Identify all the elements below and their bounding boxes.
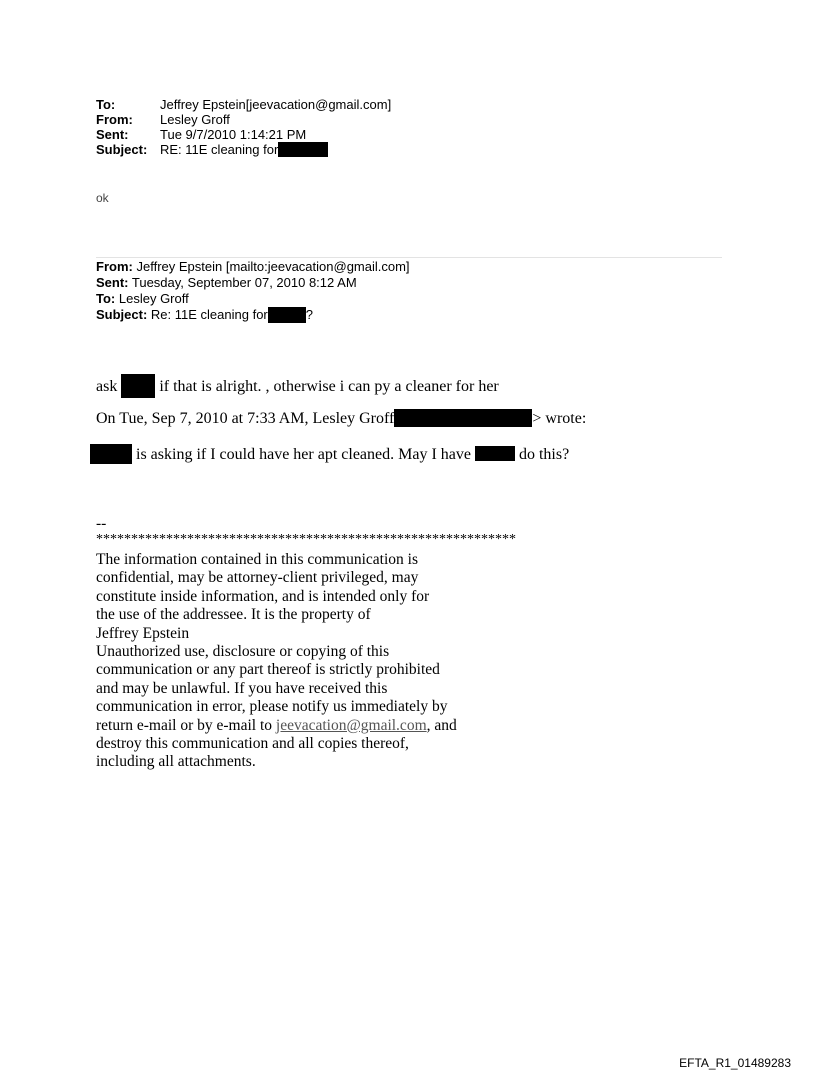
redaction-box xyxy=(394,409,532,427)
forwarded-sent: Sent: Tuesday, September 07, 2010 8:12 AM xyxy=(96,275,357,290)
disclaimer-line: communication or any part thereof is strictly prohibited xyxy=(96,661,440,679)
forwarded-subject: Subject: Re: 11E cleaning for ? xyxy=(96,307,313,322)
redaction-box xyxy=(90,444,132,464)
document-id: EFTA_R1_01489283 xyxy=(679,1056,791,1070)
email-link[interactable]: jeevacation@gmail.com xyxy=(275,716,427,734)
forwarded-to: To: Lesley Groff xyxy=(96,291,189,306)
sent-value: Tue 9/7/2010 1:14:21 PM xyxy=(160,127,307,142)
from-label: From: xyxy=(96,112,133,127)
to-value: Jeffrey Epstein[jeevacation@gmail.com] xyxy=(160,97,392,112)
disclaimer-line: confidential, may be attorney-client privileged, may xyxy=(96,569,419,587)
to-label: To: xyxy=(96,97,116,112)
message-ask-line: ask if that is alright. , otherwise i can py a cleaner for her xyxy=(96,374,499,398)
forwarded-header xyxy=(96,259,410,323)
quote-intro-line: On Tue, Sep 7, 2010 at 7:33 AM, Lesley Groff > wrote: xyxy=(96,410,587,427)
redaction-box xyxy=(268,307,306,323)
disclaimer-line: constitute inside information, and is intended only for xyxy=(96,587,430,605)
reply-text: ok xyxy=(96,191,109,205)
disclaimer-line: Unauthorized use, disclosure or copying of this xyxy=(96,643,390,661)
disclaimer-line: communication in error, please notify us immediately by xyxy=(96,698,448,716)
quoted-message-line: is asking if I could have her apt cleaned. May I have do this? xyxy=(90,444,569,464)
disclaimer-line: including all attachments. xyxy=(96,753,256,771)
disclaimer-line: the use of the addressee. It is the property of xyxy=(96,606,371,624)
disclaimer-line: destroy this communication and all copies thereof, xyxy=(96,735,409,753)
disclaimer-line: The information contained in this communication is xyxy=(96,551,418,568)
disclaimer-line: Jeffrey Epstein xyxy=(96,624,190,642)
from-value: Lesley Groff xyxy=(160,112,230,127)
signature-stars: ************************************************************ xyxy=(96,532,516,547)
disclaimer xyxy=(96,551,457,772)
disclaimer-line: return e-mail or by e-mail to jeevacation@gmail.com, and xyxy=(96,716,457,734)
divider xyxy=(96,257,722,258)
redaction-box xyxy=(278,142,328,157)
redaction-box xyxy=(475,446,515,461)
signature-dashes: -- xyxy=(96,515,107,532)
sent-label: Sent: xyxy=(96,127,129,142)
subject-value: RE: 11E cleaning for xyxy=(160,142,328,157)
disclaimer-line: and may be unlawful. If you have received this xyxy=(96,679,388,697)
subject-label: Subject: xyxy=(96,142,148,157)
redaction-box xyxy=(121,374,155,398)
forwarded-from: From: Jeffrey Epstein [mailto:jeevacation@gmail.com] xyxy=(96,259,410,274)
